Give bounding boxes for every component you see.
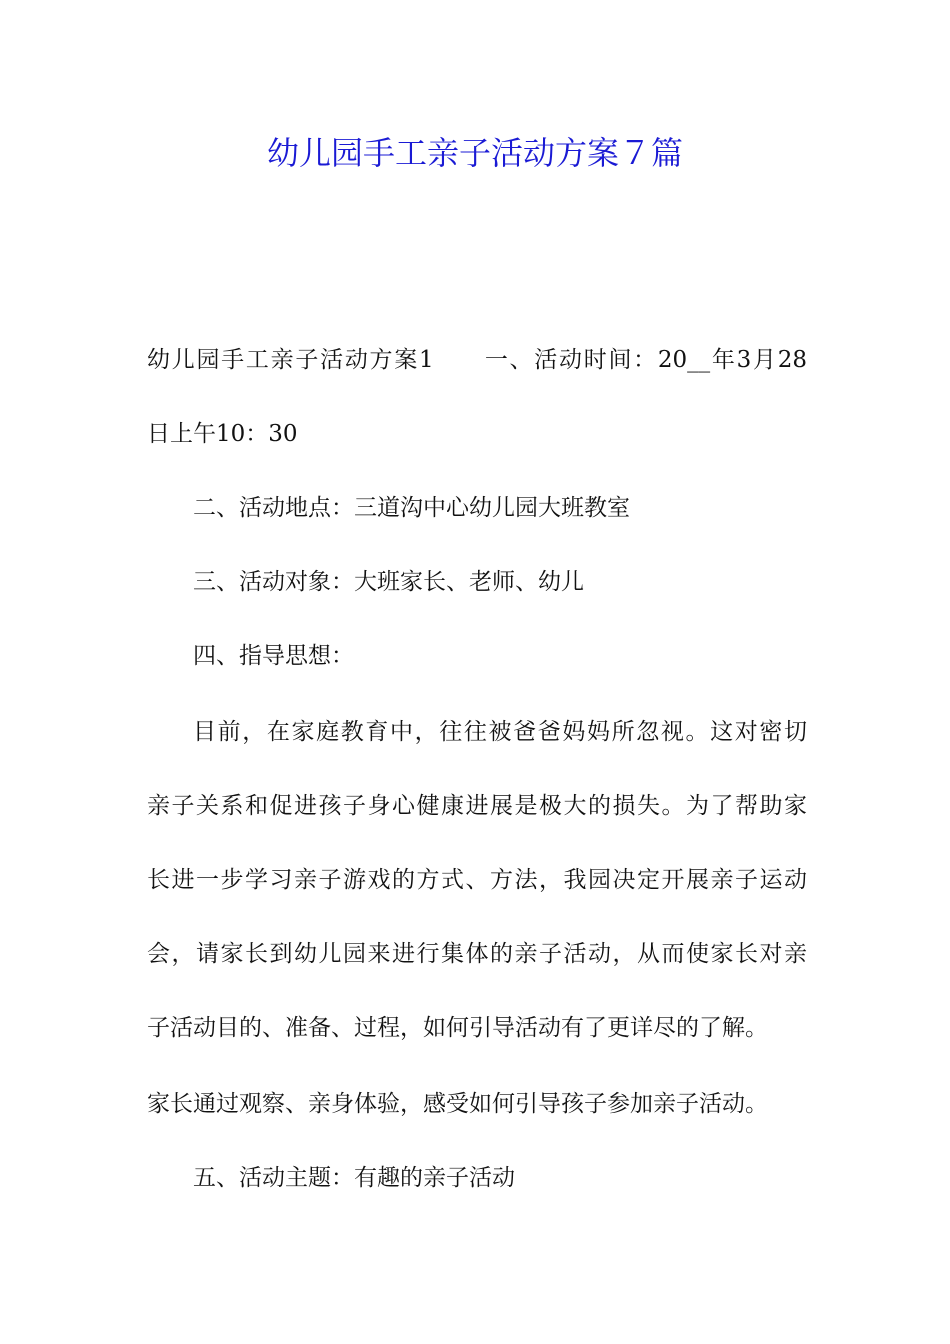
paragraph-line: 幼儿园手工亲子活动方案1 一、活动时间：20__年3月28 [147,347,807,373]
document-title: 幼儿园手工亲子活动方案７篇 [266,134,683,172]
paragraph-line: 目前，在家庭教育中，往往被爸爸妈妈所忽视。这对密切 [193,719,807,745]
paragraph-line: 子活动目的、准备、过程，如何引导活动有了更详尽的了解。 [147,1015,768,1041]
paragraph-line: 日上午10：30 [147,421,298,447]
paragraph-line: 长进一步学习亲子游戏的方式、方法，我园决定开展亲子运动 [147,867,807,893]
paragraph-line: 四、指导思想： [193,643,354,669]
paragraph-line: 五、活动主题：有趣的亲子活动 [193,1165,515,1191]
paragraph-line: 会，请家长到幼儿园来进行集体的亲子活动，从而使家长对亲 [147,941,807,967]
paragraph-line: 亲子关系和促进孩子身心健康进展是极大的损失。为了帮助家 [147,793,807,819]
paragraph-line: 三、活动对象：大班家长、老师、幼儿 [193,569,584,595]
paragraph-line: 二、活动地点：三道沟中心幼儿园大班教室 [193,495,630,521]
paragraph-line: 家长通过观察、亲身体验，感受如何引导孩子参加亲子活动。 [147,1091,768,1117]
